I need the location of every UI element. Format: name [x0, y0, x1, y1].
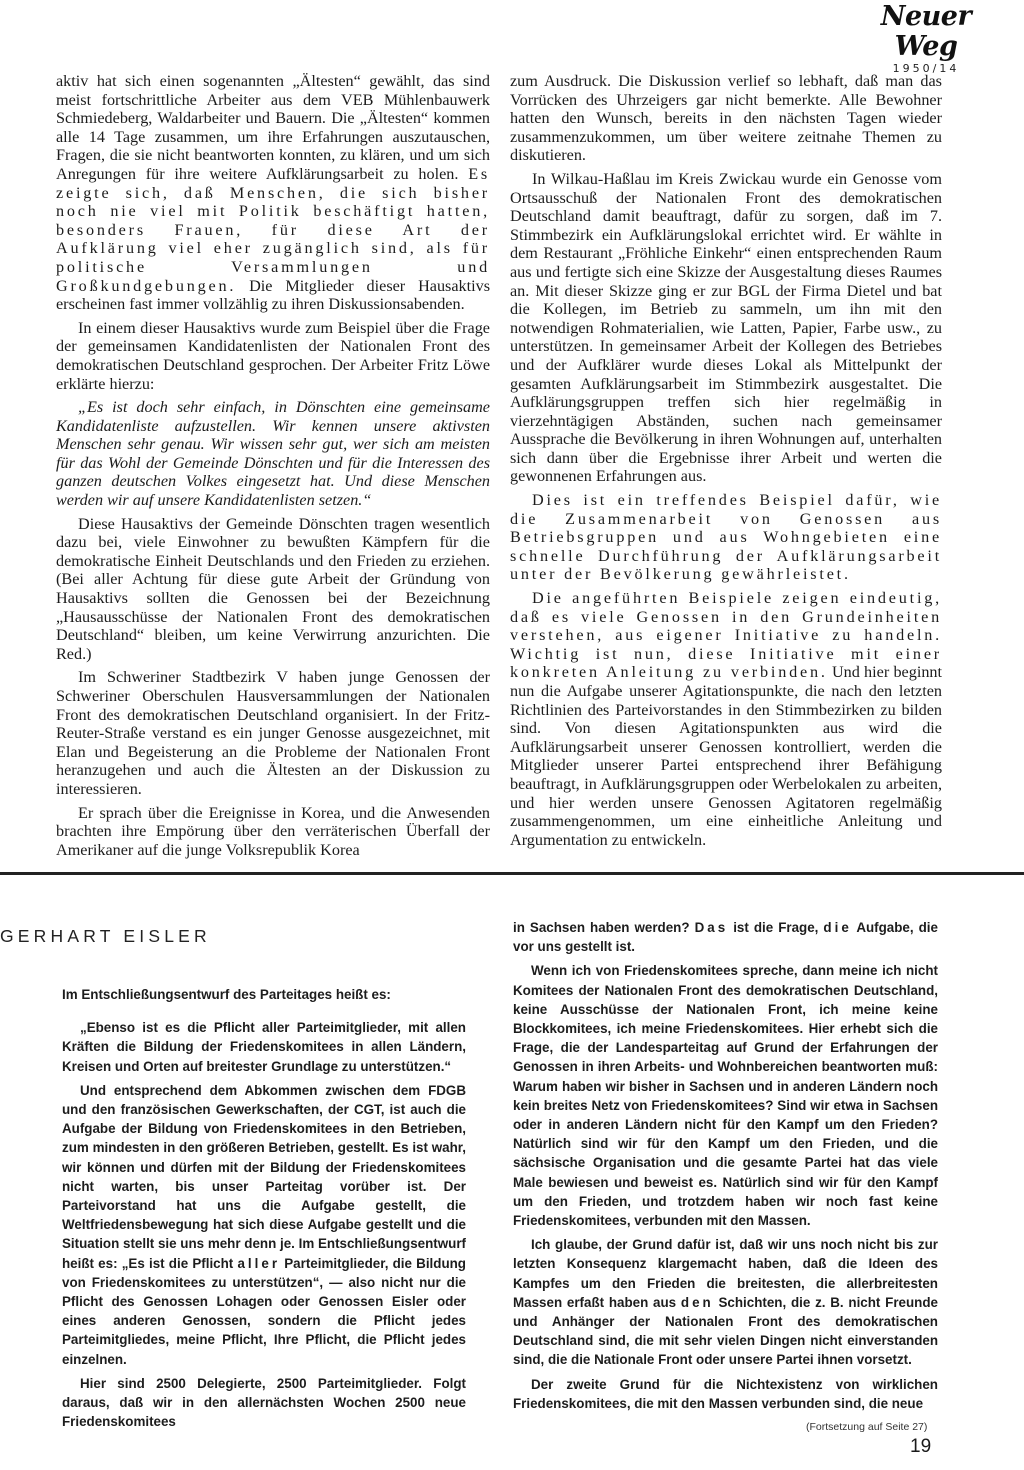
paragraph: Parteimitglieder, die Bildung von Friedenskomitees zu unterstützen“, — also nicht nur die Pflicht des Genossen Lohagen oder Genossen Eisler oder eines anderen Genossen, sondern die Pflicht jedes Parteimitgliedes, meine Pflicht, Ihre Pflicht, die Pflicht jedes einzelnen. [62, 1255, 466, 1367]
emphasized-text: Es zeigte sich, daß Menschen, die sich bisher noch nie viel mit Politik beschäftigt hatten, besonders Frauen, für diese Art der Aufklärung viel eher zugänglich sind, als für politische Versammlungen und Großkundgebungen. [56, 164, 490, 295]
upper-article-left-column [56, 72, 490, 859]
continuation-note: (Fortsetzung auf Seite 27) [806, 1421, 928, 1433]
quote-paragraph: „Es ist doch sehr einfach, in Dönschten eine gemeinsame Kandidatenliste aufzustellen. Wir kennen unsere aktivsten Menschen sehr genau. Wir wissen sehr gut, wer sich am meisten für das Wohl der Gemeinde Dönschten und für die Interessen des ganzen deutschen Volkes eingesetzt hat. Und diese Menschen werden wir auf unsere Kandidatenlisten setzen.“ [56, 398, 490, 510]
paragraph: Die Mitglieder dieser Hausaktivs erscheinen fast immer vollzählig zu ihren Diskussionsabenden. [56, 276, 490, 314]
page-number: 19 [910, 1436, 932, 1457]
paragraph: ist die Frage, [733, 920, 819, 935]
paragraph: Und hier beginnt nun die Aufgabe unserer Agitationspunkte, die nach den letzten Richtlinien des Parteivorstandes in den Stimmbezirken zu bilden sind. Von diesen Agitationspunkten aus wird die Aufklärungsarbeit unserer Genossen kontrolliert, werden die Mitglieder unserer Partei entsprechend ihrer Befähigung beauftragt, in Aufklärungsgruppen oder Werbelokalen zu arbeiten, und hier werden unsere Genossen Agitatoren regelmäßig zusammengenommen, um eine einheitliche Anleitung und Argumentation zu entwickeln. [510, 663, 943, 849]
paragraph: Ich glaube, der Grund dafür ist, daß wir uns noch nicht bis zur letzten Konsequenz klargemacht haben, daß die Ideen des Kampfes um den Frieden die breitesten, die allerbreitesten Massen erfaßt haben aus [513, 1237, 938, 1310]
author-byline: GERHART EISLER [0, 926, 211, 946]
section-divider [0, 872, 1024, 875]
paragraph: zum Ausdruck. Die Diskussion verlief so lebhaft, daß man das Vorrücken des Uhrzeigers gar nicht bemerkte. Alle Bewohner hatten den Wunsch, bereits in den nächsten Tagen wieder zusammenzukommen, um über weitere zeitnahe Themen zu diskutieren. [510, 72, 942, 165]
emphasized-paragraph: Dies ist ein treffendes Beispiel dafür, wie die Zusammenarbeit von Genossen aus Betriebsgruppen und aus Wohngebieten eine schnelle Durchführung der Aufklärungsarbeit unter der Bevölkerung gewährleistet. [510, 491, 942, 584]
masthead-title: Neuer Weg [880, 1, 972, 62]
emphasized-word: Das [694, 920, 729, 935]
lower-article-left-column [62, 985, 466, 1431]
paragraph: Der zweite Grund für die Nichtexistenz von wirklichen Friedenskomitees, die mit den Massen verbunden sind, die neue [513, 1376, 938, 1411]
quote-paragraph: „Ebenso ist es die Pflicht aller Parteimitglieder, mit allen Kräften die Bildung der Friedenskomitees in allen Ländern, Kreisen und Orten auf breitester Grundlage zu unterstützen.“ [62, 1020, 466, 1074]
emphasized-word: den [680, 1294, 714, 1310]
emphasized-word: aller [237, 1255, 281, 1271]
emphasized-text: Die angeführten Beispiele zeigen eindeutig, daß es viele Genossen in den Grundeinheiten verstehen, aus eigener Initiative zu handeln. Wichtig ist nun, diese Initiative mit einer konkreten Anleitung zu verbinden. [510, 589, 942, 682]
paragraph: Hier sind 2500 Delegierte, 2500 Parteimitglieder. Folgt daraus, daß wir in den allernächsten Wochen 2500 neue Friedenskomitees [62, 1375, 466, 1430]
paragraph: in Sachsen haben werden? [513, 920, 690, 935]
paragraph: Wenn ich von Friedenskomitees spreche, dann meine ich nicht Komitees der Nationalen Front des demokratischen Deutschland, keine Ausschüsse der Nationalen Front, ich meine keine Blockkomitees, ich meine Friedenskomitees. Hier erhebt sich die Frage, die der Landesparteitag auf Grund der Erfahrungen der Genossen in ihren Arbeits- und Wohnbereichen beantworten muß: Warum haben wir bisher in Sachsen und in anderen Ländern noch kein breites Netz von Friedenskomitees? Sind wir etwa in Sachsen oder in anderen Ländern nicht für den Kampf um den Frieden? Natürlich sind wir für den Kampf um den Frieden, und die sächsische Organisation und die gesamte Partei hat das viele Male bewiesen und beweist es. Natürlich sind wir für den Kampf um den Frieden, und trotzdem haben wir noch fast keine Friedenskomitees, verbunden mit den Massen. [513, 963, 938, 1229]
masthead [866, 2, 986, 75]
paragraph: Aufgabe, die vor uns gestellt ist. [513, 920, 938, 955]
masthead-issue: 1950/14 [892, 62, 960, 75]
upper-article-right-column [510, 72, 942, 849]
paragraph: Und entsprechend dem Abkommen zwischen dem FDGB und den französischen Gewerkschaften, der CGT, ist auch die Aufgabe der Bildung von Friedenskomitees in den Betrieben, zum mindesten in den größeren Betrieben, gestellt. Es ist wahr, wir können und dürfen mit der Bildung der Friedenskomitees nicht warten, bis unser Parteitag vorüber ist. Der Parteivorstand hat uns die Aufgabe gestellt, die Weltfriedensbewegung hat sich diese Aufgabe gestellt und die Situation stellt sie uns mehr denn je. Im Entschließungsentwurf heißt es: „Es ist die Pflicht [62, 1082, 467, 1271]
paragraph: Schichten, die z. B. nicht Freunde und Anhänger der Nationalen Front des demokratischen Deutschland sind, die mit sehr vielen Dingen nicht einverstanden sind, die die Nationale Front oder unsere Partei ihnen vorsetzt. [513, 1294, 938, 1368]
paragraph: In einem dieser Hausaktivs wurde zum Beispiel über die Frage der gemeinsamen Kandidatenlisten der Nationalen Front des demokratischen Deutschland gesprochen. Der Arbeiter Fritz Löwe erklärte hierzu: [56, 318, 490, 393]
emphasized-word: die [823, 920, 852, 935]
paragraph: In Wilkau-Haßlau im Kreis Zwickau wurde ein Genosse vom Ortsausschuß der Nationalen Front des demokratischen Deutschland damit beauftragt, dafür zu sorgen, daß im 7. Stimmbezirk ein Aufklärungslokal errichtet wird. Er wählte in dem Restaurant „Fröhliche Einkehr“ einen entsprechenden Raum aus und fertigte sich eine Skizze der Ausgestaltung dieses Raumes an. Mit dieser Skizze ging er zur BGL der Firma Dietel und bat die Kollegen, im Betrieb zu sammeln, um ihn mit den notwendigen Rohmaterialien, wie Latten, Papier, Farbe usw., zu unterstützen. In gemeinsamer Arbeit der Kollegen des Betriebes und der Aufklärer wurde dieses Lokal als Mittelpunkt der gesamten Aufklärungsarbeit im Stimmbezirk ausgestaltet. Die Aufklärungsgruppen treffen sich hier regelmäßig in vierzehntägigen Abständen, suchen nach gemeinsamer Aussprache die Bevölkerung in ihren Wohnungen auf, unterhalten sich dann über die Ergebnisse ihrer Arbeit und werten die gewonnenen Erfahrungen aus. [510, 169, 942, 486]
lower-article-right-column [513, 918, 938, 1413]
paragraph: Im Schweriner Stadtbezirk V haben junge Genossen der Schweriner Oberschulen Hausversammlungen der Nationalen Front des demokratischen Deutschland organisiert. In der Fritz-Reuter-Straße verstand es ein junger Genosse ausgezeichnet, mit Elan und Begeisterung an die Probleme der Nationalen Front heranzugehen und auch die Ältesten an der Diskussion zu interessieren. [56, 668, 490, 798]
paragraph: Er sprach über die Ereignisse in Korea, und die Anwesenden brachten ihre Empörung über den verräterischen Überfall der Amerikaner auf die junge Volksrepublik Korea [56, 803, 490, 859]
paragraph: Im Entschließungsentwurf des Parteitages heißt es: [62, 987, 391, 1002]
paragraph: Diese Hausaktivs der Gemeinde Dönschten tragen wesentlich dazu bei, viele Einwohner zu bewußten Kämpfern für die demokratische Einheit Deutschlands und den Frieden zu erziehen. (Bei aller Achtung für diese gute Arbeit der Gründung von Hausaktivs sollten die Genossen bei der Bezeichnung „Hausausschüsse der Nationalen Front des demokratischen Deutschland“ bleiben, um keine Verwirrung anzurichten. Die Red.) [56, 514, 490, 663]
paragraph: aktiv hat sich einen sogenannten „Ältesten“ gewählt, das sind meist fortschrittliche Arbeiter aus dem VEB Mühlenbauwerk Schmiedeberg, Waldarbeiter und Bauern. Die „Ältesten“ kommen alle 14 Tage zusammen, um ihre Erfahrungen auszutauschen, Fragen, die sie nicht beantworten konnten, zu klären, und um sich Anregungen für ihre weitere Aufklärungsarbeit zu holen. [56, 72, 490, 183]
